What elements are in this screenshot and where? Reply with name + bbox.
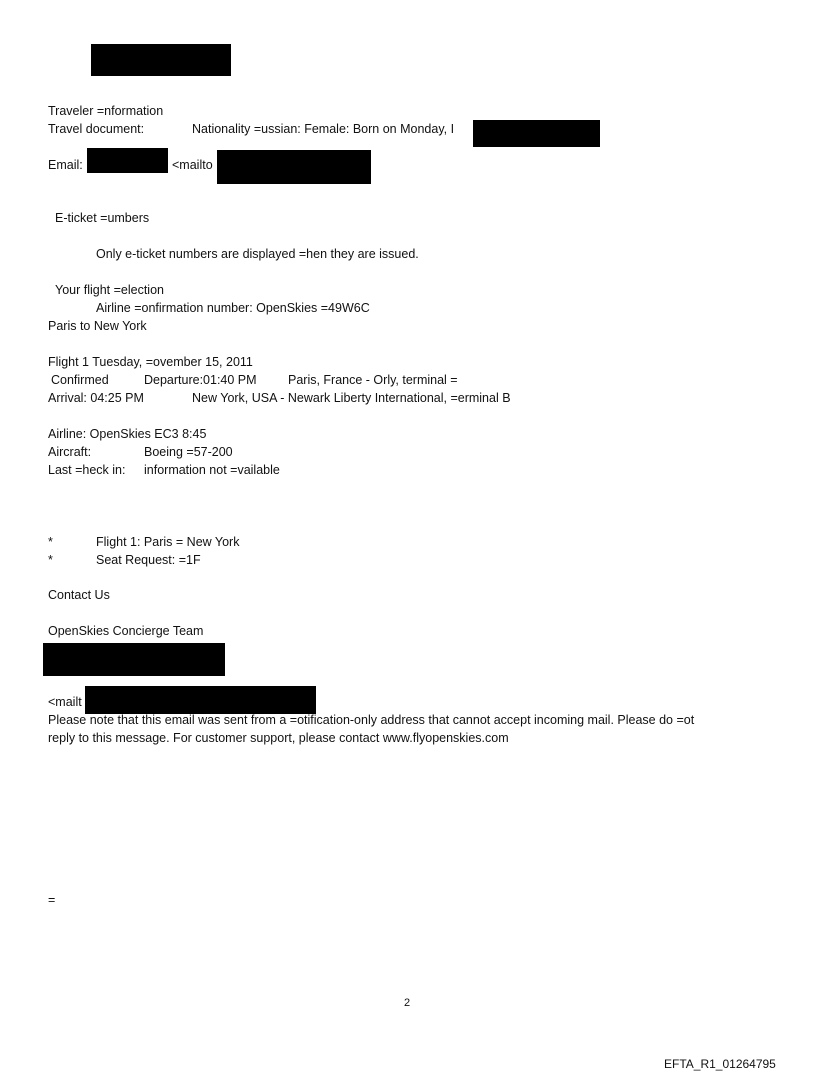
bullet-text: Flight 1: Paris = New York [96,535,240,549]
stray-equals: = [48,893,56,907]
airline-line: Airline: OpenSkies EC3 8:45 [48,427,207,441]
redaction-block-header [91,44,231,76]
arrival-time: Arrival: 04:25 PM [48,391,144,405]
aircraft-value: Boeing =57-200 [144,445,233,459]
contact-mailto: <mailt [48,695,82,709]
concierge-team: OpenSkies Concierge Team [48,624,204,638]
redaction-block-contact [43,643,225,676]
bullet-marker: * [48,553,53,567]
checkin-value: information not =vailable [144,463,280,477]
redaction-block-email-address [217,150,371,184]
travel-document-value: Nationality =ussian: Female: Born on Monday, I [192,122,455,136]
eticket-heading: E-ticket =umbers [55,211,150,225]
page-number: 2 [404,997,411,1009]
flight-title: Flight 1 Tuesday, =ovember 15, 2011 [48,355,253,369]
flight-status: Confirmed [51,373,109,387]
departure-time: Departure:01:40 PM [144,373,257,387]
redaction-block-contact-email [85,686,316,714]
bullet-text: Seat Request: =1F [96,553,201,567]
document-id: EFTA_R1_01264795 [664,1057,776,1071]
selection-heading: Your flight =election [55,283,164,297]
notice-line-2: reply to this message. For customer support, please contact www.flyopenskies.com [48,731,509,745]
route: Paris to New York [48,319,147,333]
arrival-place: New York, USA - Newark Liberty International, =erminal B [192,391,511,405]
email-mailto: <mailto [172,158,213,172]
checkin-label: Last =heck in: [48,463,126,477]
traveler-heading: Traveler =nformation [48,104,164,118]
redaction-block-birthdate [473,120,600,147]
email-label: Email: [48,158,83,172]
contact-heading: Contact Us [48,588,110,602]
departure-place: Paris, France - Orly, terminal = [288,373,458,387]
confirmation-number: Airline =onfirmation number: OpenSkies =49W6C [96,301,370,315]
bullet-marker: * [48,535,53,549]
aircraft-label: Aircraft: [48,445,92,459]
travel-document-label: Travel document: [48,122,145,136]
notice-line-1: Please note that this email was sent from a =otification-only address that cannot accept incoming mail. Please do =ot [48,713,695,727]
redaction-block-email-name [87,148,168,173]
eticket-note: Only e-ticket numbers are displayed =hen they are issued. [96,247,419,261]
